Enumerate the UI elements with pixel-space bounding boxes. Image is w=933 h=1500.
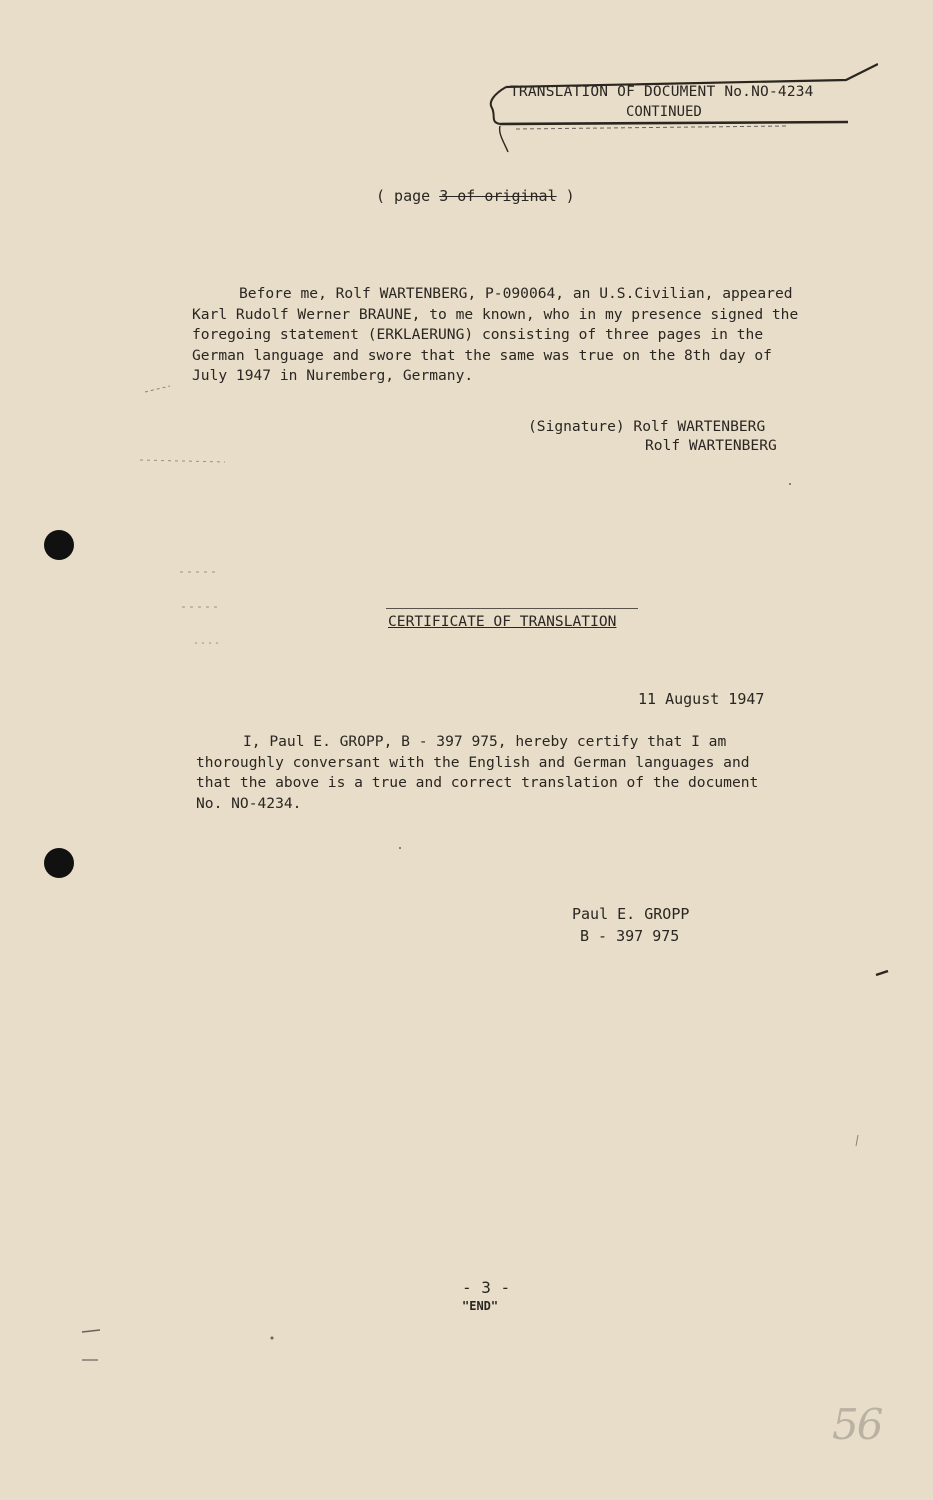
certificate-date: 11 August 1947 [638, 690, 765, 708]
page-ref-open: ( page [376, 187, 440, 205]
page-number: - 3 - [462, 1278, 511, 1297]
certificate-line: I, Paul E. GROPP, B - 397 975, hereby certify that I am [243, 733, 727, 750]
signature-line: (Signature) Rolf WARTENBERG [528, 418, 766, 435]
page-ref-close: ) [556, 187, 575, 205]
continued-label: CONTINUED [626, 104, 702, 120]
signature-typed-name: Rolf WARTENBERG [645, 437, 777, 454]
affidavit-line: Karl Rudolf Werner BRAUNE, to me known, who in my presence signed the [192, 305, 799, 323]
affidavit-line: Before me, Rolf WARTENBERG, P-090064, an U.S.Civilian, appeared [239, 285, 793, 302]
translator-name: Paul E. GROPP [572, 905, 690, 923]
document-heading: TRANSLATION OF DOCUMENT No.NO-4234 [510, 84, 814, 100]
certificate-title: CERTIFICATE OF TRANSLATION [388, 613, 617, 630]
affidavit-line: July 1947 in Nuremberg, Germany. [192, 367, 474, 384]
page-ref-struck: 3 of original [439, 187, 557, 205]
folio-number: 56 [832, 1400, 882, 1449]
certificate-line: that the above is a true and correct translation of the document [196, 774, 759, 791]
affidavit-line: foregoing statement (ERKLAERUNG) consisting of three pages in the [192, 326, 764, 343]
certificate-line: No. NO-4234. [196, 794, 302, 812]
translator-id: B - 397 975 [580, 927, 680, 945]
end-mark: "END" [462, 1299, 499, 1313]
certificate-line: thoroughly conversant with the English and German languages and [196, 753, 750, 771]
affidavit-line: German language and swore that the same was true on the 8th day of [192, 346, 772, 364]
